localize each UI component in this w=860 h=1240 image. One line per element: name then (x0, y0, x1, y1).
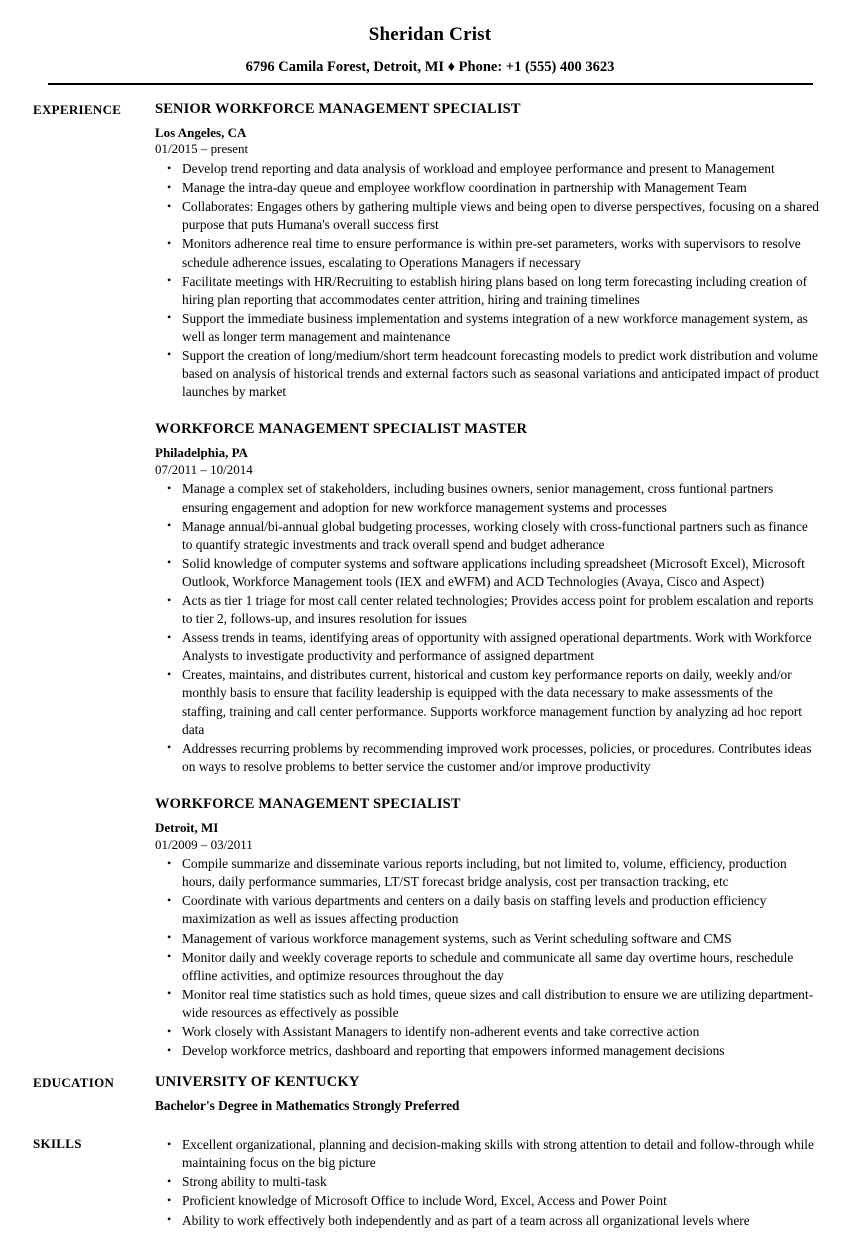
skill-item: • Excellent organizational, planning and decision-making skills with strong attention to detail and follow-through while maintaining focus on the big picture (155, 1136, 820, 1172)
education-entry (155, 1074, 820, 1113)
skills-section (0, 1135, 860, 1229)
job-responsibility: • Acts as tier 1 triage for most call center related technologies; Provides access point for problem escalation and reports to tier 2, follows-up, and insures resolution for issues (155, 592, 820, 628)
job-title: SENIOR WORKFORCE MANAGEMENT SPECIALIST (155, 100, 521, 117)
job-responsibility: • Develop trend reporting and data analysis of workload and employee performance and present to Management (155, 160, 820, 178)
job-responsibility-list (155, 480, 820, 776)
job-responsibility: • Management of various workforce management systems, such as Verint scheduling software and CMS (155, 930, 820, 948)
header-divider (48, 83, 813, 85)
job-responsibility: • Monitors adherence real time to ensure performance is within pre-set parameters, works with supervisors to resolve schedule adherence issues, escalating to Operations Managers if necessary (155, 235, 820, 271)
job-responsibility: • Facilitate meetings with HR/Recruiting to establish hiring plans based on long term forecasting including creation of hiring plan reporting that accommodates center attrition, hiring and training timelines (155, 273, 820, 309)
skills-body (155, 1135, 820, 1229)
job-location: Philadelphia, PA (155, 444, 248, 460)
job-responsibility: • Solid knowledge of computer systems and software applications including spreadsheet (Microsoft Excel), Microsoft Outlook, Workforce Management tools (IEX and eWFM) and ACD Technologies (Avaya, Cisco and Aspect) (155, 555, 820, 591)
job-responsibility: • Develop workforce metrics, dashboard and reporting that empowers informed management decisions (155, 1042, 820, 1060)
job-title: WORKFORCE MANAGEMENT SPECIALIST MASTER (155, 421, 528, 438)
job-responsibility: • Collaborates: Engages others by gathering multiple views and being open to diverse perspectives, focusing on a shared purpose that puts Humana's overall success first (155, 198, 820, 234)
candidate-contact-line: 6796 Camila Forest, Detroit, MI ♦ Phone: +1 (555) 400 3623 (245, 58, 615, 75)
job-entry (155, 101, 820, 401)
job-responsibility-list (155, 855, 820, 1060)
job-responsibility: • Manage a complex set of stakeholders, including busines owners, senior management, cross funtional partners ensuring engagement and adoption for new workforce management systems and processes (155, 480, 820, 516)
job-location: Detroit, MI (155, 819, 219, 835)
job-responsibility: • Manage annual/bi-annual global budgeting processes, working closely with cross-functional partners such as finance to quantify strategic investments and track overall spend and budget adherance (155, 518, 820, 554)
skill-item: • Proficient knowledge of Microsoft Office to include Word, Excel, Access and Power Point (155, 1192, 820, 1210)
job-responsibility: • Manage the intra-day queue and employee workflow coordination in partnership with Management Team (155, 179, 820, 197)
job-responsibility: • Support the creation of long/medium/short term headcount forecasting models to predict work distribution and volume based on analysis of historical trends and external factors such as seasonal variations and anticipated impact of product launches by market (155, 347, 820, 401)
experience-section-label: EXPERIENCE (33, 101, 122, 117)
job-title: WORKFORCE MANAGEMENT SPECIALIST (155, 795, 461, 812)
resume-header (0, 0, 860, 85)
skills-list (155, 1136, 820, 1229)
job-dates: 01/2015 – present (155, 141, 249, 157)
job-dates: 07/2011 – 10/2014 (155, 461, 253, 477)
job-responsibility: • Monitor real time statistics such as hold times, queue sizes and call distribution to ensure we are utilizing department-wide resources as effectively as possible (155, 986, 820, 1022)
job-location: Los Angeles, CA (155, 124, 247, 140)
job-responsibility: • Monitor daily and weekly coverage reports to schedule and communicate all same day overtime hours, reschedule offline activities, and optimize resources throughout the day (155, 949, 820, 985)
skill-item: • Strong ability to multi-task (155, 1173, 820, 1191)
skills-section-label: SKILLS (33, 1136, 82, 1152)
job-responsibility: • Assess trends in teams, identifying areas of opportunity with assigned operational departments. Work with Workforce Analysts to investigate productivity and performance of assigned department (155, 629, 820, 665)
job-responsibility: • Coordinate with various departments and centers on a daily basis on staffing levels and production efficiency maximization as well as issues affecting production (155, 892, 820, 928)
experience-list (155, 101, 820, 1060)
skill-item: • Ability to work effectively both independently and as part of a team across all organizational levels where (155, 1212, 820, 1230)
candidate-name: Sheridan Crist (368, 24, 492, 45)
job-responsibility: • Compile summarize and disseminate various reports including, but not limited to, volume, efficiency, production hours, daily performance summaries, LT/ST forecast bridge analysis, cost per transaction tracking, etc (155, 855, 820, 891)
job-responsibility: • Work closely with Assistant Managers to identify non-adherent events and take corrective action (155, 1023, 820, 1041)
job-dates: 01/2009 – 03/2011 (155, 836, 253, 852)
job-responsibility-list (155, 160, 820, 401)
job-entry (155, 796, 820, 1060)
education-school: UNIVERSITY OF KENTUCKY (155, 1074, 360, 1091)
job-responsibility: • Support the immediate business implementation and systems integration of a new workforce management system, as well as longer term management and maintenance (155, 310, 820, 346)
job-responsibility: • Creates, maintains, and distributes current, historical and custom key performance reports on daily, weekly and/or monthly basis to ensure that facility leadership is equipped with the data necessary to make assessments of the staffing, training and call center performance. Supports workforce management function by analyzing ad hoc report data (155, 666, 820, 738)
job-entry (155, 421, 820, 776)
experience-section (0, 101, 860, 1060)
job-responsibility: • Addresses recurring problems by recommending improved work processes, policies, or procedures. Contributes ideas on ways to resolve problems to better service the customer and/or improve productivity (155, 740, 820, 776)
education-section-label: EDUCATION (33, 1075, 115, 1091)
education-section (0, 1074, 860, 1113)
education-degree: Bachelor's Degree in Mathematics Strongly Preferred (155, 1097, 460, 1113)
